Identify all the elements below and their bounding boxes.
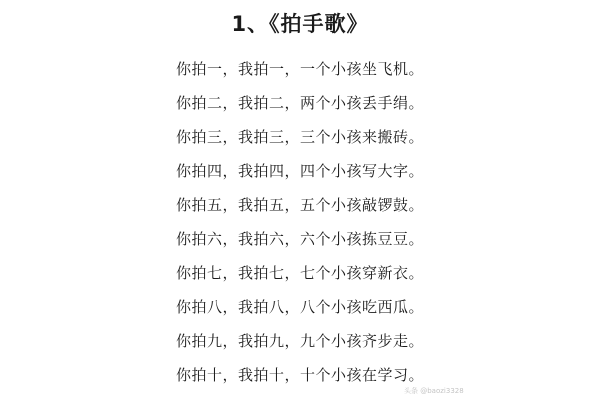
- song-title: 1、《拍手歌》: [231, 12, 369, 36]
- lyric-line: 你拍八，我拍八，八个小孩吃西瓜。: [175, 298, 424, 316]
- lyric-line: 你拍六，我拍六，六个小孩拣豆豆。: [175, 230, 424, 248]
- lyric-line: 你拍三，我拍三，三个小孩来搬砖。: [175, 128, 424, 146]
- lyric-line: 你拍四，我拍四，四个小孩写大字。: [175, 162, 424, 180]
- lyric-line: 你拍一，我拍一，一个小孩坐飞机。: [175, 60, 424, 78]
- lyric-line: 你拍五，我拍五，五个小孩敲锣鼓。: [175, 196, 424, 214]
- song-lyrics: [0, 52, 600, 392]
- watermark-text: 头条 @baozi3328: [404, 387, 464, 395]
- lyric-line: 你拍七，我拍七，七个小孩穿新衣。: [175, 264, 424, 282]
- lyric-line: 你拍十，我拍十，十个小孩在学习。: [175, 366, 424, 384]
- lyric-line: 你拍二，我拍二，两个小孩丢手绢。: [175, 94, 424, 112]
- lyric-line: 你拍九，我拍九，九个小孩齐步走。: [175, 332, 424, 350]
